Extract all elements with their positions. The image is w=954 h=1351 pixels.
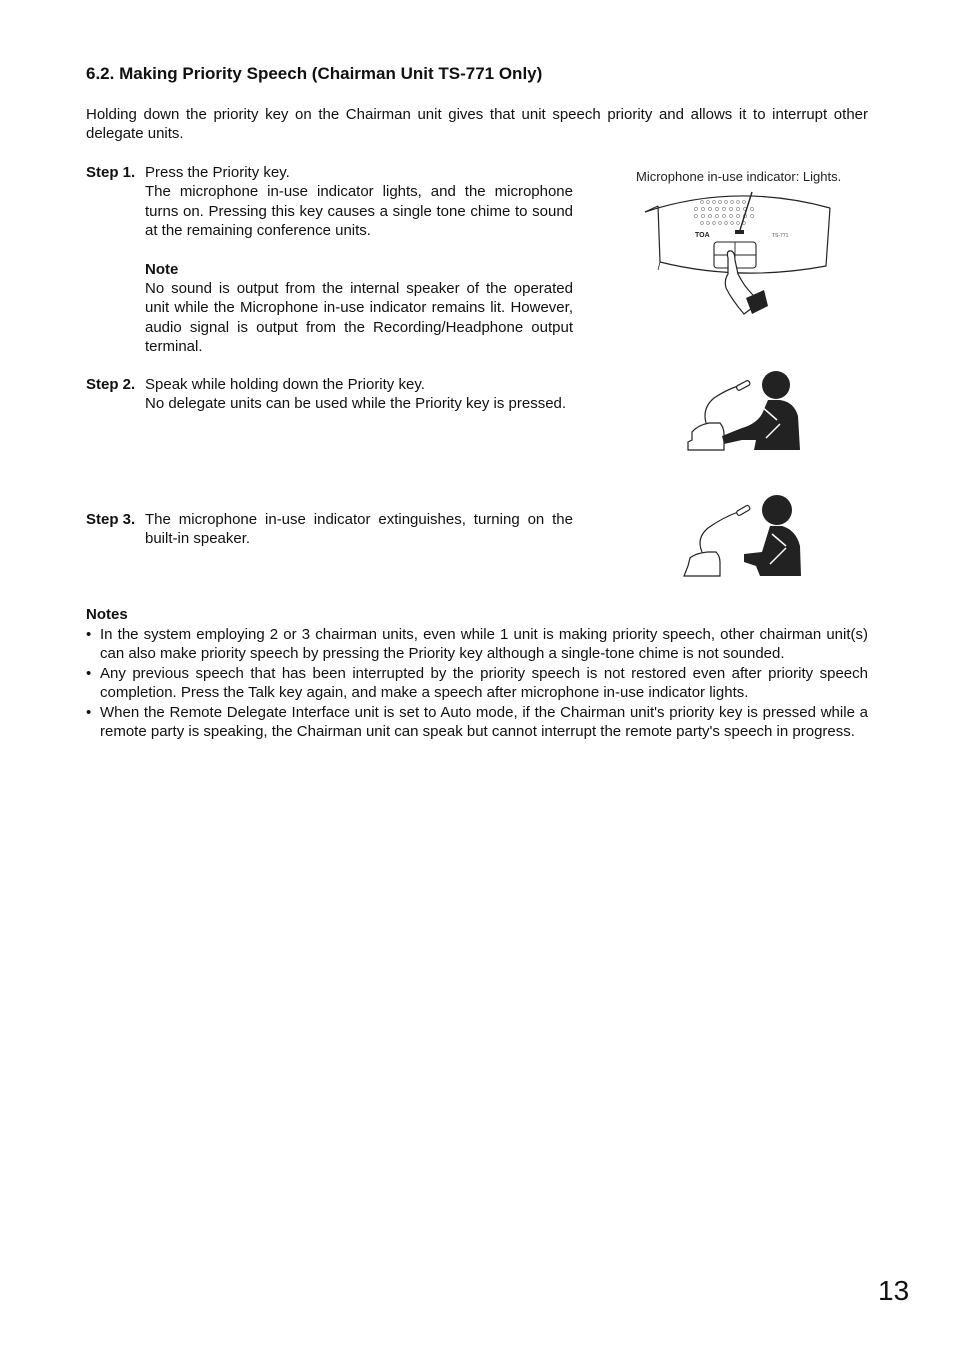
step2-body — [145, 375, 573, 414]
step2-line1: Speak while holding down the Priority key. — [145, 376, 425, 393]
bullet-icon: • — [86, 703, 92, 721]
list-item — [86, 625, 868, 664]
list-item — [86, 664, 868, 703]
gooseneck-microphone-icon — [684, 505, 751, 576]
model-label: TS-771 — [772, 233, 789, 239]
step1-line1: Press the Priority key. — [145, 164, 290, 181]
speaking-chairman-illustration — [684, 368, 804, 456]
notes-heading: Notes — [86, 606, 128, 623]
step1-label: Step 1. — [86, 164, 136, 181]
bullet-icon: • — [86, 664, 92, 682]
intro-paragraph: Holding down the priority key on the Chairman unit gives that unit speech priority and allows it to interrupt other delegate units. — [86, 106, 868, 143]
chairman-unit-illustration — [640, 190, 840, 320]
note-text: Any previous speech that has been interrupted by the priority speech is not restored even after priority speech completion. Press the Talk key again, and make a speech after microphone in-use indicator lights. — [100, 664, 868, 702]
brand-logo: TOA — [695, 232, 710, 239]
step1-note-heading: Note — [145, 261, 179, 278]
figure1-caption: Microphone in-use indicator: Lights. — [636, 169, 842, 184]
step3-body: The microphone in-use indicator extinguishes, turning on the built-in speaker. — [145, 511, 573, 548]
chairman-person-icon — [722, 371, 800, 450]
chairman-person-icon — [744, 495, 801, 576]
step3-label: Step 3. — [86, 511, 136, 528]
note-text: In the system employing 2 or 3 chairman units, even while 1 unit is making priority speech, other chairman unit(s) can also make priority speech by pressing the Priority key although a single-tone chime is not sounded. — [100, 626, 868, 663]
section-title: 6.2. Making Priority Speech (Chairman Unit TS-771 Only) — [86, 64, 543, 83]
step1-line2: The microphone in-use indicator lights, and the microphone turns on. Pressing this key causes a single tone chime to sound at the remaining conference units. — [145, 183, 573, 240]
page-number: 13 — [878, 1275, 910, 1306]
step2-line2: No delegate units can be used while the Priority key is pressed. — [145, 395, 567, 413]
notes-list — [86, 625, 868, 741]
step1-body — [145, 163, 573, 241]
idle-chairman-illustration — [684, 492, 804, 580]
bullet-icon: • — [86, 626, 92, 643]
note-text: When the Remote Delegate Interface unit is set to Auto mode, if the Chairman unit's priority key is pressed while a remote party is speaking, the Chairman unit can speak but cannot interrupt the remote party's speech in progress. — [100, 703, 868, 741]
step2-label: Step 2. — [86, 376, 136, 393]
step1-note-text: No sound is output from the internal speaker of the operated unit while the Microphone in-use indicator remains lit. However, audio signal is output from the Recording/Headphone output terminal. — [145, 280, 573, 356]
list-item — [86, 703, 868, 742]
